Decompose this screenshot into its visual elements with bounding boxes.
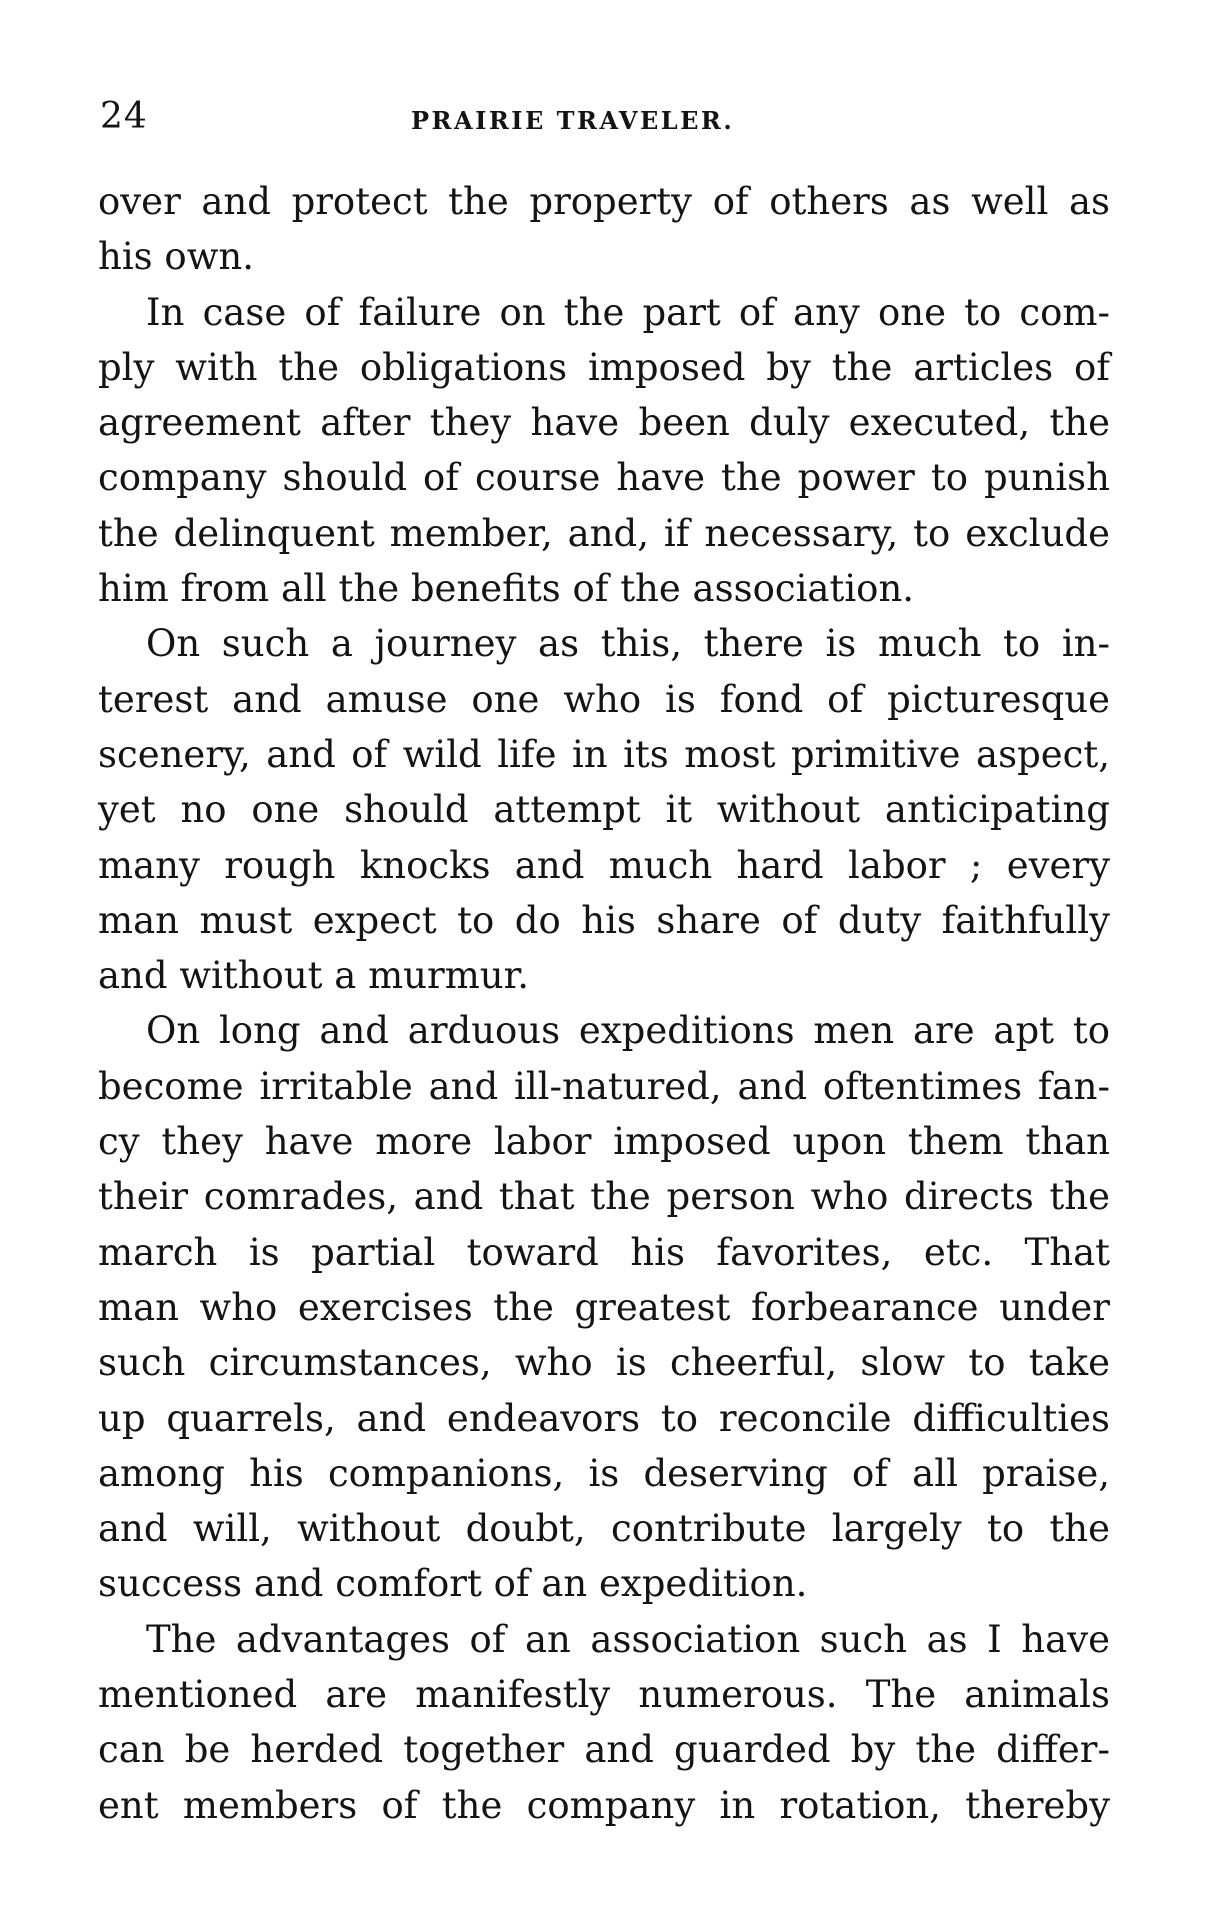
text-line: yet no one should attempt it without anticipating <box>98 788 1110 832</box>
text-line: among his companions, is deserving of all praise, <box>98 1451 1110 1495</box>
text-line: man must expect to do his share of duty faithfully <box>98 898 1110 942</box>
text-line: cy they have more labor imposed upon them than <box>98 1120 1110 1164</box>
paragraph-first-line: In case of failure on the part of any one to com- <box>146 290 1110 334</box>
text-line: agreement after they have been duly executed, the <box>98 401 1110 445</box>
text-line: their comrades, and that the person who directs the <box>98 1175 1110 1219</box>
text-line: become irritable and ill-natured, and oftentimes fan- <box>98 1064 1110 1108</box>
text-line: ply with the obligations imposed by the articles of <box>98 345 1110 389</box>
text-line: can be herded together and guarded by the differ- <box>98 1728 1110 1772</box>
page-number: 24 <box>100 96 148 137</box>
body-text <box>98 174 1110 1833</box>
text-line: the delinquent member, and, if necessary, to exclude <box>98 511 1110 555</box>
text-line: up quarrels, and endeavors to reconcile difficulties <box>98 1396 1110 1440</box>
text-line: him from all the benefits of the association. <box>98 567 915 611</box>
text-line: his own. <box>98 235 254 279</box>
text-line: over and protect the property of others as well as <box>98 180 1110 223</box>
text-line: many rough knocks and much hard labor ; every <box>98 843 1110 887</box>
text-line: and will, without doubt, contribute largely to the <box>98 1507 1110 1551</box>
paragraph-first-line: On long and arduous expeditions men are apt to <box>146 1009 1110 1053</box>
text-line: company should of course have the power to punish <box>98 456 1110 500</box>
text-line: and without a murmur. <box>98 954 529 998</box>
text-line: such circumstances, who is cheerful, slow to take <box>98 1341 1110 1385</box>
text-line: ent members of the company in rotation, thereby <box>98 1783 1110 1827</box>
text-line: success and comfort of an expedition. <box>98 1562 808 1606</box>
text-line: scenery, and of wild life in its most primitive aspect, <box>98 732 1110 776</box>
running-head <box>100 96 1110 146</box>
running-title: PRAIRIE TRAVELER. <box>411 106 735 135</box>
text-line: man who exercises the greatest forbearance under <box>98 1285 1110 1329</box>
paragraph-first-line: The advantages of an association such as I have <box>146 1617 1110 1661</box>
text-line: terest and amuse one who is fond of picturesque <box>98 677 1110 721</box>
text-line: mentioned are manifestly numerous. The animals <box>98 1673 1110 1717</box>
text-line: march is partial toward his favorites, etc. That <box>98 1230 1110 1274</box>
paragraph-first-line: On such a journey as this, there is much to in- <box>146 622 1110 666</box>
